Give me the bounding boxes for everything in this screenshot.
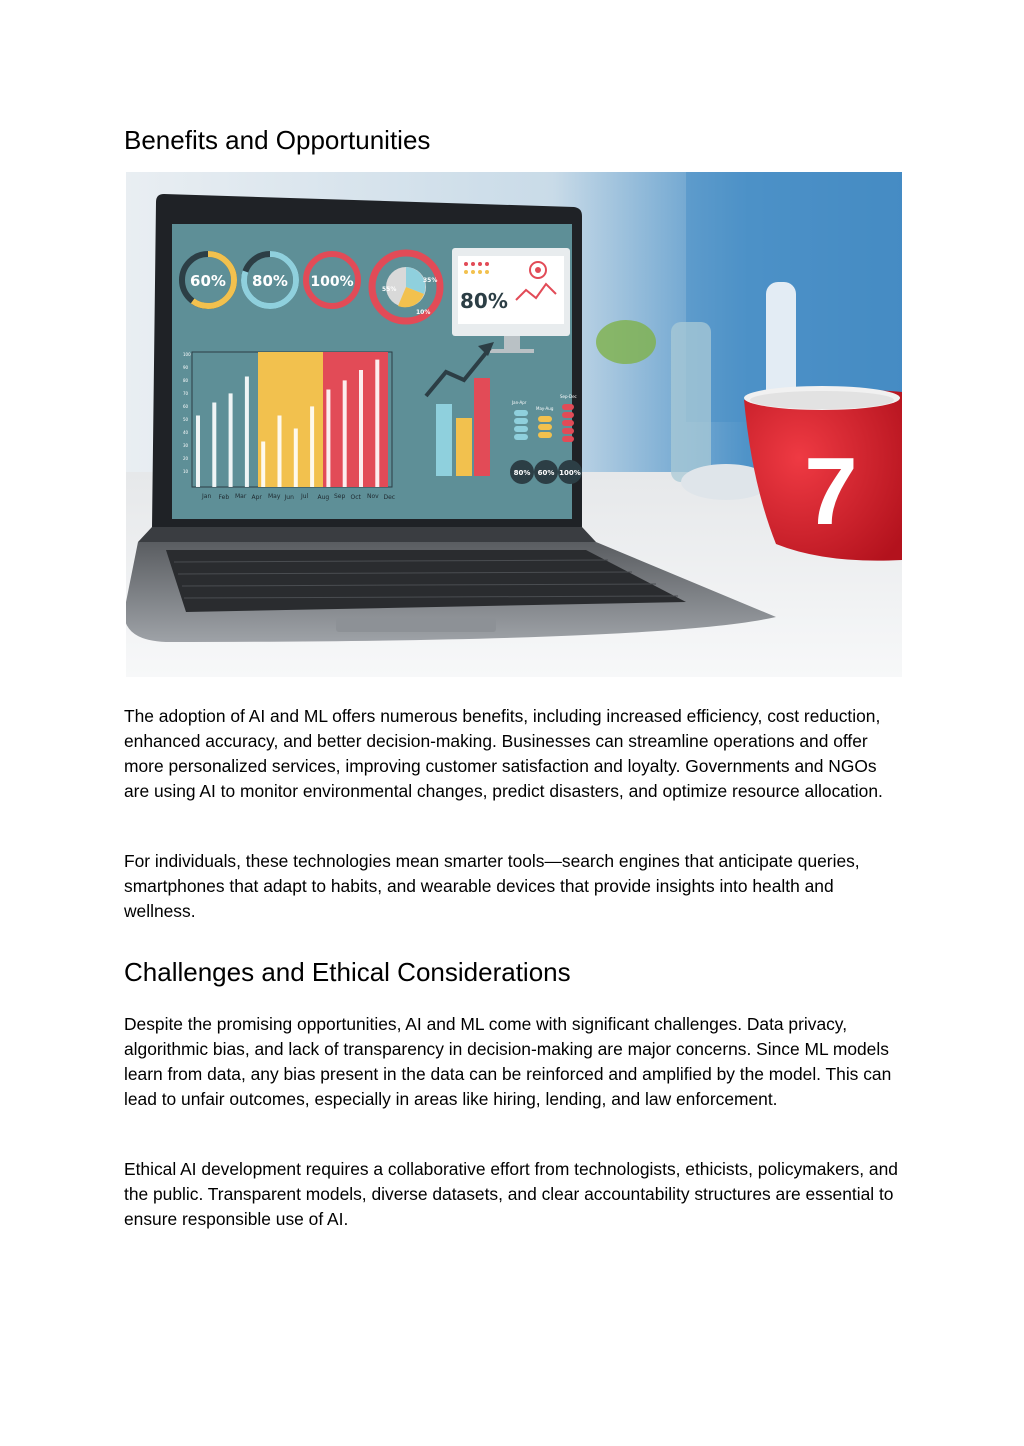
pie-label-bottom: 10% — [416, 309, 431, 316]
screen-bar — [229, 393, 233, 487]
screen-bar — [278, 416, 282, 488]
screen-y-tick: 80 — [183, 378, 189, 383]
screen-bar — [359, 370, 363, 487]
stack-label-3: Sep-Dec — [560, 394, 577, 399]
screen-bar — [375, 360, 379, 487]
screen-bar — [310, 406, 314, 487]
screen-month-label: Jul — [301, 493, 309, 500]
screen-bar — [326, 390, 330, 488]
laptop-dashboard-photo — [126, 172, 902, 677]
gauge-label-2: 80% — [252, 272, 288, 290]
screen-y-tick: 10 — [183, 469, 189, 474]
screen-bar — [196, 416, 200, 488]
screen-bar — [294, 429, 298, 488]
paragraph-challenges-2: Ethical AI development requires a collaborative effort from technologists, ethicists, policymakers, and the public. Transparent models, diverse datasets, and clear accountability structures are essential to ensure responsible use of AI. — [124, 1159, 898, 1229]
screen-month-label: Apr — [251, 494, 262, 501]
screen-y-tick: 30 — [183, 443, 189, 448]
monitor-percent: 80% — [460, 289, 508, 313]
screen-bar — [343, 380, 347, 487]
screen-bar — [245, 377, 249, 488]
screen-month-label: Dec — [383, 494, 396, 501]
screen-month-label: May — [268, 493, 281, 500]
stack-label-2: May-Aug — [536, 406, 554, 411]
stack-label-1: Jan-Apr — [512, 400, 527, 405]
screen-bar — [212, 403, 216, 488]
badge-2: 60% — [537, 469, 555, 477]
screen-month-label: Oct — [350, 494, 361, 501]
screen-y-tick: 90 — [183, 365, 189, 370]
screen-y-tick: 100 — [183, 352, 191, 357]
screen-y-tick: 20 — [183, 456, 189, 461]
section-heading-challenges: Challenges and Ethical Considerations — [124, 957, 571, 987]
pie-label-left: 55% — [382, 286, 397, 293]
badge-3: 100% — [559, 469, 581, 477]
paragraph-benefits-2: For individuals, these technologies mean smarter tools—search engines that anticipate queries, smartphones that adapt to habits, and wearable devices that provide insights into health and wellness. — [124, 851, 860, 921]
screen-y-tick: 40 — [183, 430, 189, 435]
pie-label-right: 35% — [423, 277, 438, 284]
screen-month-label: Jun — [284, 494, 294, 501]
gauge-label-1: 60% — [190, 272, 226, 290]
screen-month-label: Nov — [367, 493, 379, 500]
screen-month-label: Sep — [334, 493, 346, 500]
screen-y-tick: 50 — [183, 417, 189, 422]
paragraph-challenges-1: Despite the promising opportunities, AI and ML come with significant challenges. Data privacy, algorithmic bias, and lack of transparency in decision-making are major concerns. Since ML models learn from data, any bias present in the data can be reinforced and amplified by the model. This can lead to unfair outcomes, especially in areas like hiring, lending, and law enforcement. — [124, 1014, 892, 1109]
screen-bar — [261, 442, 265, 488]
badge-1: 80% — [513, 469, 531, 477]
paragraph-benefits-1: The adoption of AI and ML offers numerous benefits, including increased efficiency, cost reduction, enhanced accuracy, and better decision-making. Businesses can streamline operations and offer more personalized services, improving customer satisfaction and loyalty. Governments and NGOs are using AI to monitor environmental changes, predict disasters, and optimize resource allocation. — [124, 706, 883, 801]
screen-month-label: Aug — [317, 494, 330, 501]
section-heading-benefits: Benefits and Opportunities — [124, 125, 431, 155]
screen-y-tick: 70 — [183, 391, 189, 396]
screen-month-label: Feb — [218, 494, 230, 501]
screen-y-tick: 60 — [183, 404, 189, 409]
mug-number: 7 — [804, 438, 858, 545]
screen-month-label: Mar — [235, 493, 247, 500]
screen-month-label: Jan — [202, 493, 212, 500]
gauge-label-3: 100% — [310, 274, 354, 290]
